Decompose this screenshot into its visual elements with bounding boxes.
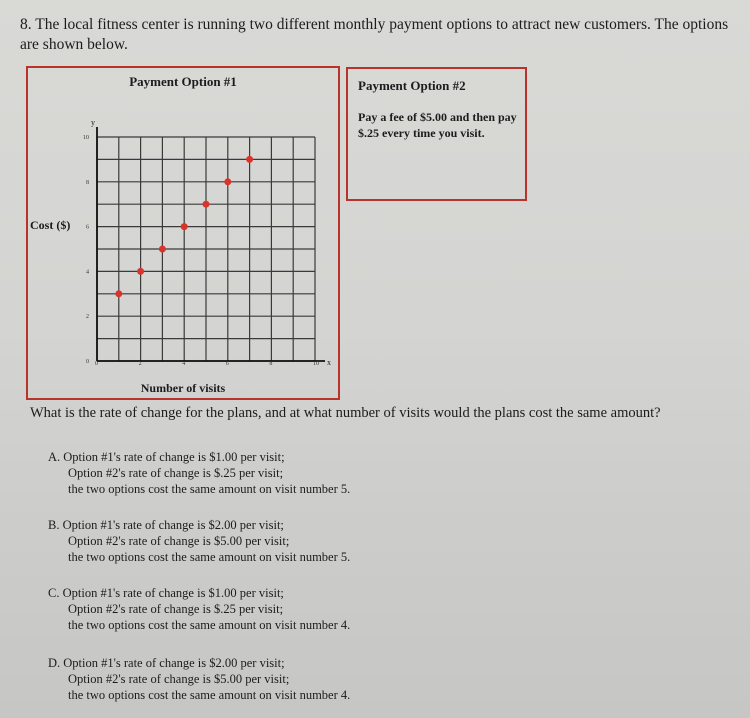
answer-option-c[interactable] (48, 585, 350, 633)
data-point (181, 223, 188, 230)
payment-option-1-box (26, 66, 340, 400)
answer-option-a[interactable] (48, 449, 350, 497)
x-tick-label: 0 (95, 361, 98, 367)
payment-option-2-title: Payment Option #2 (358, 78, 466, 93)
data-point (203, 201, 210, 208)
question-prompt: What is the rate of change for the plans, and at what number of visits would the plans cost the same amount? (30, 405, 661, 421)
answer-line: Option #1's rate of change is $1.00 per visit; (62, 586, 284, 600)
x-axis-letter: x (327, 358, 331, 367)
answer-option-d[interactable] (48, 655, 350, 703)
answer-letter: D. (48, 656, 61, 670)
data-point (159, 246, 166, 253)
payment-option-1-title: Payment Option #1 (129, 74, 237, 89)
data-point (246, 156, 253, 163)
y-tick-label: 4 (86, 269, 89, 276)
data-point (137, 268, 144, 275)
y-axis-label: Cost ($) (30, 218, 71, 232)
answer-option-b[interactable] (48, 517, 350, 565)
answer-letter: B. (48, 518, 60, 532)
x-tick-label: 8 (269, 361, 273, 367)
payment-option-2-box (346, 67, 527, 201)
data-point (115, 290, 122, 297)
answer-line: Option #2's rate of change is $5.00 per visit; (68, 672, 290, 686)
answer-letter: C. (48, 586, 60, 600)
answer-line: Option #2's rate of change is $5.00 per visit; (68, 534, 290, 548)
question-title: 8. The local fitness center is running two different monthly payment options to attract new customers. The options are shown below. (20, 16, 729, 53)
answer-line: Option #1's rate of change is $2.00 per visit; (63, 656, 285, 670)
cost-chart (28, 68, 338, 398)
payment-option-2-description: Pay a fee of $5.00 and then pay $.25 every time you visit. (358, 110, 517, 140)
answer-line: Option #2's rate of change is $.25 per visit; (68, 602, 284, 616)
answer-line: Option #2's rate of change is $.25 per visit; (68, 466, 284, 480)
x-axis-label: Number of visits (140, 381, 226, 395)
data-point (224, 178, 231, 185)
answer-line: the two options cost the same amount on visit number 4. (68, 688, 351, 702)
answer-letter: A. (48, 450, 61, 464)
y-tick-label: 2 (86, 314, 89, 321)
y-tick-label: 0 (86, 359, 89, 365)
y-tick-label: 6 (86, 224, 89, 231)
answer-line: the two options cost the same amount on visit number 4. (68, 618, 351, 632)
y-tick-label: 8 (86, 179, 89, 186)
x-tick-label: 4 (182, 361, 186, 367)
answer-line: the two options cost the same amount on visit number 5. (68, 482, 351, 496)
answer-line: Option #1's rate of change is $1.00 per visit; (63, 450, 285, 464)
x-tick-label: 10 (313, 361, 319, 367)
x-tick-label: 6 (225, 361, 229, 367)
y-axis-letter: y (91, 118, 95, 127)
answer-line: Option #1's rate of change is $2.00 per visit; (62, 518, 284, 532)
answer-line: the two options cost the same amount on visit number 5. (68, 550, 351, 564)
y-tick-label: 10 (83, 135, 89, 141)
x-tick-label: 2 (138, 361, 142, 367)
